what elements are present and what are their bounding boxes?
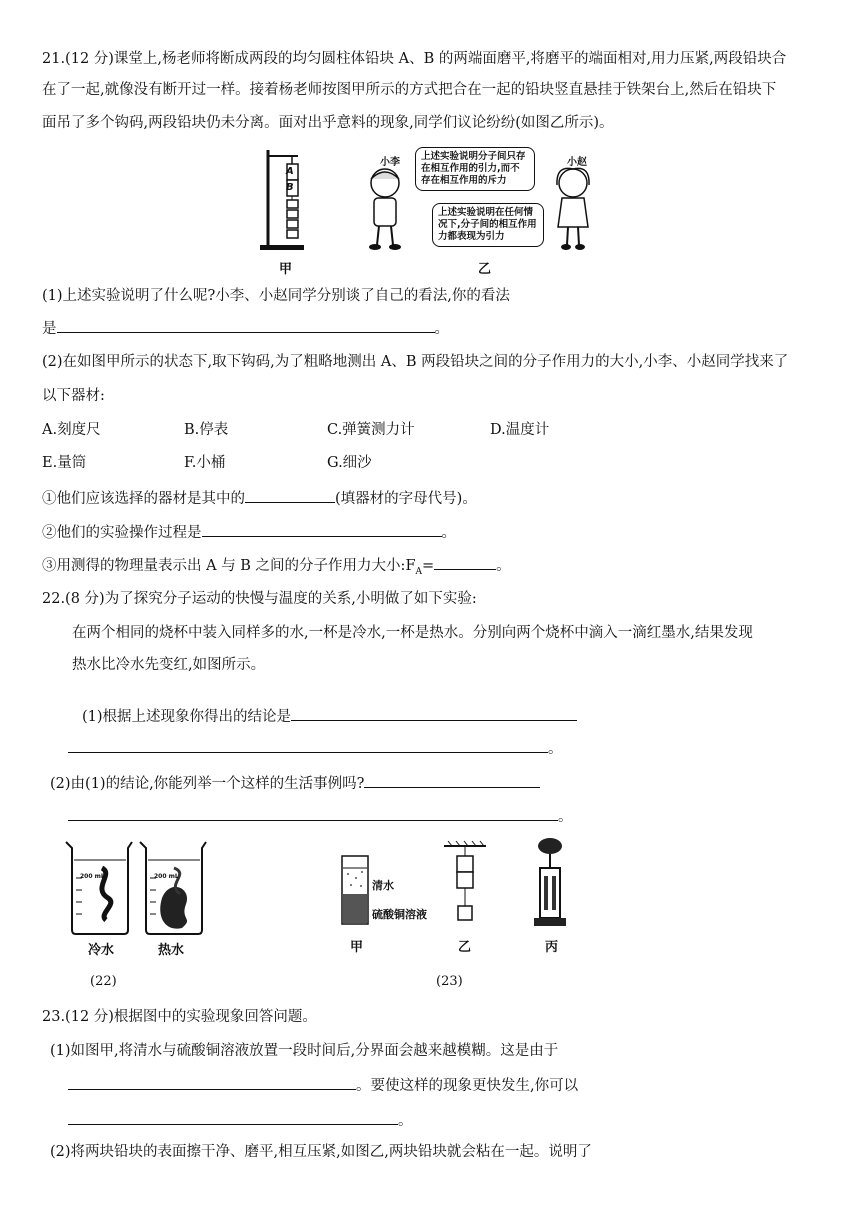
q23-p1-line3 <box>68 1110 413 1131</box>
q21-p1-line <box>42 318 449 339</box>
name-zhao: 小赵 <box>567 157 587 168</box>
name-li: 小李 <box>380 157 400 168</box>
q21-p1-end: 。 <box>434 321 449 337</box>
option-g: G.细沙 <box>327 455 372 471</box>
q22-p2-line2 <box>68 806 573 827</box>
q21-p1-a: (1)上述实验说明了什么呢?小李、小赵同学分别谈了自己的看法,你的看法 <box>42 288 510 304</box>
q21-p1-b: 是 <box>42 321 57 337</box>
copper-sulfate-label: 硫酸铜溶液 <box>372 908 427 921</box>
cylinder-figure <box>340 852 370 928</box>
option-e: E.量筒 <box>42 455 87 471</box>
answer-blank-2[interactable] <box>245 488 335 503</box>
answer-blank-9[interactable] <box>68 1075 356 1090</box>
answer-blank-4[interactable] <box>434 555 496 570</box>
beaker-hot-label: 200 mL <box>154 873 179 880</box>
q22-fig-caption: (22) <box>90 974 117 989</box>
q21-line2: 在了一起,就像没有断开过一样。接着杨老师按图甲所示的方式把合在一起的铅块竖直悬挂于铁架台上,然后在铅块下 <box>42 82 777 98</box>
q23-p1-line2 <box>68 1075 578 1096</box>
iron-stand-figure <box>258 146 308 256</box>
q21-line1: 21.(12 分)课堂上,杨老师将断成两段的均匀圆柱体铅块 A、B 的两端面磨平,将磨平的端面相对,用力压紧,两段铅块合 <box>42 51 787 67</box>
q22-p2-text: (2)由(1)的结论,你能列举一个这样的生活事例吗? <box>50 776 365 792</box>
option-f: F.小桶 <box>184 455 226 471</box>
q23-title: 23.(12 分)根据图中的实验现象回答问题。 <box>42 1009 317 1025</box>
option-d: D.温度计 <box>490 422 550 438</box>
q22-body1: 在两个相同的烧杯中装入同样多的水,一杯是冷水,一杯是热水。分别向两个烧杯中滴入一滴红墨水,结果发现 <box>72 625 753 641</box>
answer-blank-6[interactable] <box>68 738 548 753</box>
answer-blank-7[interactable] <box>364 773 540 788</box>
answer-blank-8[interactable] <box>68 806 558 821</box>
q23-p1: (1)如图甲,将清水与硫酸铜溶液放置一段时间后,分界面会越来越模糊。这是由于 <box>50 1043 559 1059</box>
q21-s3-c: 。 <box>496 558 511 574</box>
q22-p2 <box>50 773 540 794</box>
answer-blank-1[interactable] <box>57 318 435 333</box>
fig23-yi-caption: 乙 <box>458 940 472 955</box>
q21-s3 <box>42 555 511 582</box>
q23-p1-end: 。 <box>398 1113 413 1129</box>
q22-p1-text: (1)根据上述现象你得出的结论是 <box>82 709 292 725</box>
q21-s3-a: ③用测得的物理量表示出 A 与 B 之间的分子作用力大小:F <box>42 558 416 574</box>
answer-blank-3[interactable] <box>202 522 442 537</box>
label-b: B <box>286 182 294 193</box>
q23-p2: (2)将两块铅块的表面擦干净、磨平,相互压紧,如图乙,两块铅块就会粘在一起。说明了 <box>50 1144 592 1160</box>
q22-title: 22.(8 分)为了探究分子运动的快慢与温度的关系,小明做了如下实验: <box>42 591 477 607</box>
cold-water-label: 冷水 <box>88 943 115 958</box>
fig23-bing-caption: 丙 <box>545 940 559 955</box>
q21-s2-a: ②他们的实验操作过程是 <box>42 525 202 541</box>
lamp-figure <box>528 836 572 932</box>
q21-s3-sub: A <box>415 566 423 577</box>
lead-blocks-figure <box>440 840 490 930</box>
fig-yi-caption: 乙 <box>478 262 492 277</box>
q22-body2: 热水比冷水先变红,如图所示。 <box>72 657 266 673</box>
option-b: B.停表 <box>184 422 229 438</box>
fig-jia-caption: 甲 <box>279 262 293 277</box>
option-c: C.弹簧测力计 <box>327 422 415 438</box>
q23-p1-b: 。要使这样的现象更快发生,你可以 <box>356 1078 579 1094</box>
label-a: A <box>286 166 294 177</box>
speech-bubble-li: 上述实验说明分子间只存在相互作用的引力,而不存在相互作用的斥力 <box>415 147 535 191</box>
hot-water-label: 热水 <box>158 943 185 958</box>
answer-blank-5[interactable] <box>291 706 577 721</box>
speech-bubble-zhao: 上述实验说明在任何情况下,分子间的相互作用力都表现为引力 <box>432 203 544 247</box>
q22-p1 <box>82 706 577 727</box>
q21-line3: 面吊了多个钩码,两段铅块仍未分离。面对出乎意料的现象,同学们议论纷纷(如图乙所示)。 <box>42 115 614 131</box>
water-label: 清水 <box>372 879 394 892</box>
student-li-figure <box>360 165 410 255</box>
option-a: A.刻度尺 <box>42 422 101 438</box>
q21-s1-b: (填器材的字母代号)。 <box>335 491 477 507</box>
answer-blank-10[interactable] <box>68 1110 398 1125</box>
q22-p1-line2 <box>68 738 563 759</box>
q22-p2-end: 。 <box>558 809 573 825</box>
q21-s2-b: 。 <box>441 525 456 541</box>
fig23-jia-caption: 甲 <box>350 940 364 955</box>
student-zhao-figure <box>548 165 598 255</box>
q21-s1 <box>42 488 477 509</box>
q22-p1-end: 。 <box>548 741 563 757</box>
beaker-cold-label: 200 mL <box>80 873 105 880</box>
beakers-figure <box>62 838 212 938</box>
q21-s2 <box>42 522 456 543</box>
q21-p2-b: 以下器材: <box>42 388 105 404</box>
q21-s1-a: ①他们应该选择的器材是其中的 <box>42 491 245 507</box>
q21-p2-a: (2)在如图甲所示的状态下,取下钩码,为了粗略地测出 A、B 两段铅块之间的分子作用力的大小,小李、小赵同学找来了 <box>42 354 789 370</box>
q23-fig-caption: (23) <box>436 974 463 989</box>
q21-s3-b: = <box>422 558 435 574</box>
